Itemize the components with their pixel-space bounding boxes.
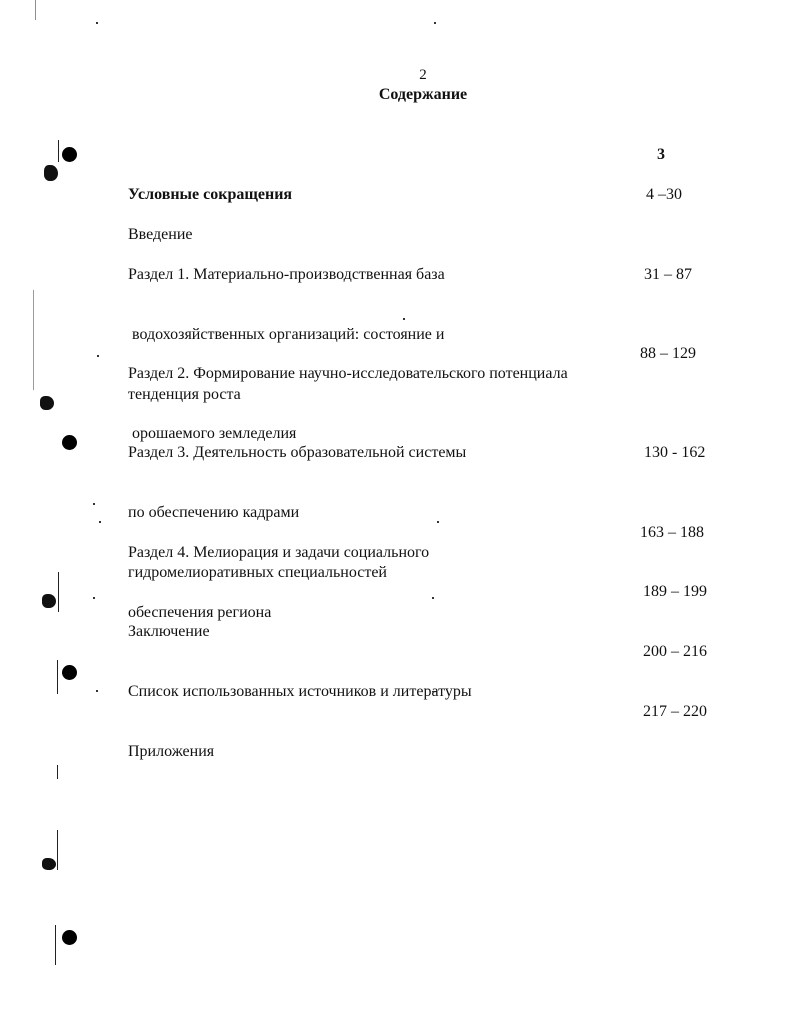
toc-entry-line: Заключение xyxy=(128,623,210,640)
margin-line-8 xyxy=(35,0,36,20)
toc-entry-line: орошаемого земледелия xyxy=(128,425,297,442)
speck-6 xyxy=(99,521,101,523)
ink-blot-2 xyxy=(40,396,54,410)
punch-hole-2 xyxy=(62,435,77,450)
toc-entry-introduction xyxy=(128,185,728,243)
margin-line-5 xyxy=(57,830,58,870)
toc-entry-line: гидромелиоративных специальностей xyxy=(128,564,387,581)
toc-entry-line: обеспечения региона xyxy=(128,604,272,621)
toc-entry-line: Раздел 1. Материально-производственная база xyxy=(128,266,445,283)
punch-hole-3 xyxy=(62,665,77,680)
toc-entry-pages: 200 – 216 xyxy=(643,643,707,660)
speck-1 xyxy=(96,22,98,24)
speck-10 xyxy=(96,690,98,692)
margin-line-6 xyxy=(55,925,56,965)
toc-entry-references xyxy=(128,642,728,700)
speck-5 xyxy=(93,503,95,505)
speck-3 xyxy=(97,355,99,357)
toc-entry-line: Введение xyxy=(128,226,193,243)
toc-entry-line: тенденция роста xyxy=(128,386,241,403)
toc-entry-line: Список использованных источников и литературы xyxy=(128,683,472,700)
toc-entry-line: Раздел 2. Формирование научно-исследовательского потенциала xyxy=(128,365,568,382)
margin-line-7 xyxy=(33,290,34,390)
punch-hole-1 xyxy=(62,147,77,162)
speck-2 xyxy=(434,22,436,24)
toc-entry-line: Раздел 4. Мелиорация и задачи социального xyxy=(128,544,430,561)
margin-line-1 xyxy=(58,140,59,162)
speck-8 xyxy=(93,597,95,599)
ink-blot-3 xyxy=(42,594,56,608)
toc-entry-pages: 31 – 87 xyxy=(644,266,692,283)
toc-entry-line: Раздел 3. Деятельность образовательной системы xyxy=(128,444,467,461)
toc-entry-pages: 163 – 188 xyxy=(640,524,704,541)
margin-line-4 xyxy=(57,765,58,779)
toc-entry-pages: 4 –30 xyxy=(646,186,682,203)
toc-entry-pages: 189 – 199 xyxy=(643,583,707,600)
toc-entry-pages: 3 xyxy=(657,146,665,163)
margin-line-2 xyxy=(58,572,59,612)
toc-entry-pages: 88 – 129 xyxy=(640,345,696,362)
punch-hole-4 xyxy=(62,930,77,945)
page-title: Содержание xyxy=(378,86,468,103)
ink-blot-1 xyxy=(44,165,58,181)
margin-line-3 xyxy=(57,660,58,694)
toc-entry-line: по обеспечению кадрами xyxy=(128,504,300,521)
ink-blot-4 xyxy=(42,858,56,870)
page-number: 2 xyxy=(419,67,427,83)
toc-entry-line: Приложения xyxy=(128,743,215,760)
toc-entry-appendices xyxy=(128,702,728,760)
toc-entry-pages: 217 – 220 xyxy=(643,703,707,720)
toc-entry-pages: 130 - 162 xyxy=(644,444,706,461)
toc-entry-line: водохозяйственных организаций: состояние и xyxy=(128,326,445,343)
toc-entry-line: Условные сокращения xyxy=(128,186,293,203)
